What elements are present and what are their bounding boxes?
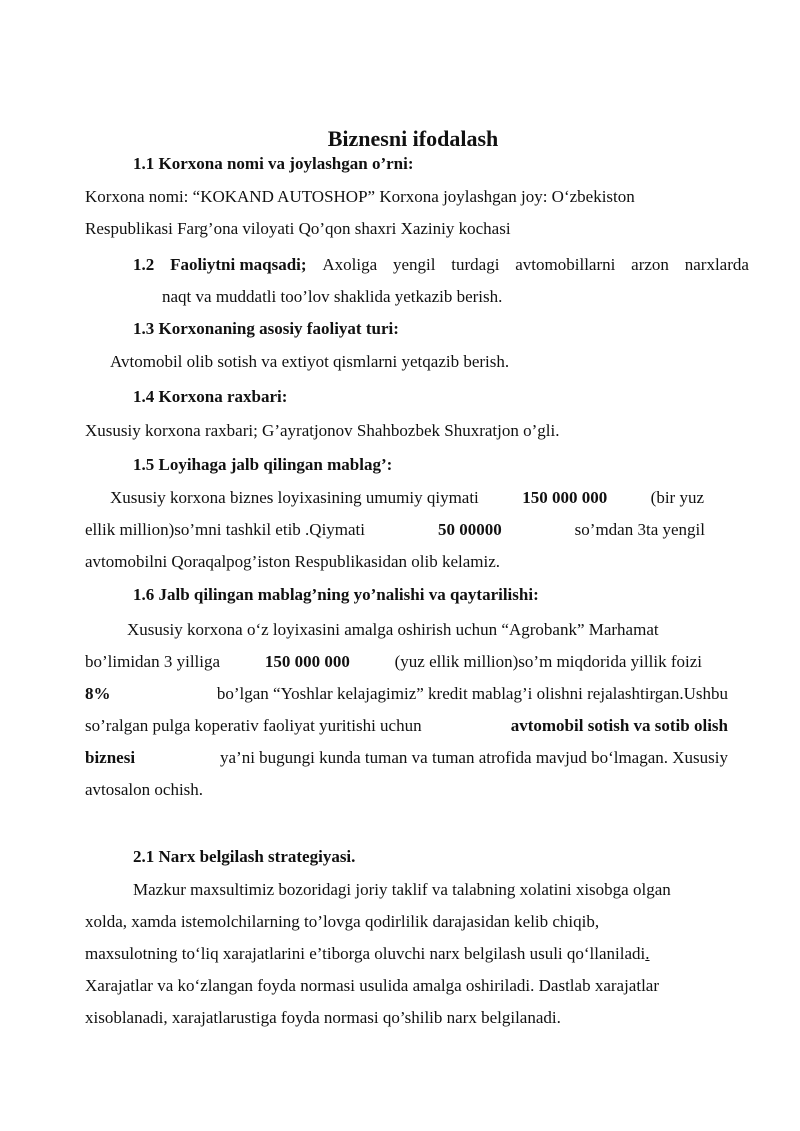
section-1-2-word: turdagi bbox=[451, 255, 500, 274]
section-1-6-text: so’ralgan pulga koperativ faoliyat yuritishi uchun bbox=[85, 716, 422, 735]
section-2-1-underlined-dot: . bbox=[645, 944, 650, 963]
section-1-2-label: Faoliytni maqsadi; bbox=[170, 255, 307, 274]
section-1-6-bold-text: avtomobil sotish va sotib olish bbox=[510, 716, 728, 735]
section-1-6-percent: 8% bbox=[85, 684, 111, 703]
section-1-2-line-1 bbox=[133, 253, 749, 277]
section-1-6-line-1: Xususiy korxona o‘z loyixasini amalga oshirish uchun “Agrobank” Marhamat bbox=[127, 620, 659, 639]
section-1-5-text: ellik million)so’mni tashkil etib .Qiymati bbox=[85, 520, 366, 539]
section-1-2-word: arzon bbox=[631, 255, 669, 274]
section-1-6-bold-text: biznesi bbox=[85, 748, 136, 767]
section-1-2-word: narxlarda bbox=[684, 255, 749, 274]
section-1-5-amount: 50 00000 bbox=[437, 520, 502, 539]
section-2-1-line-4: Xarajatlar va ko‘zlangan foyda normasi usulida amalga oshiriladi. Dastlab xarajatlar bbox=[85, 976, 659, 995]
section-1-6-text: bo’limidan 3 yilliga bbox=[85, 652, 221, 671]
section-1-3-line-1: Avtomobil olib sotish va extiyot qismlarni yetqazib berish. bbox=[110, 352, 510, 371]
section-1-5-line-2 bbox=[85, 518, 705, 542]
section-1-5-amount: 150 000 000 bbox=[522, 488, 608, 507]
section-1-5-heading: 1.5 Loyihaga jalb qilingan mablag’: bbox=[133, 455, 393, 474]
section-1-6-line-6: avtosalon ochish. bbox=[85, 780, 204, 799]
section-1-5-text: Xususiy korxona biznes loyixasining umumiy qiymati bbox=[110, 488, 479, 507]
section-2-1-line-2: xolda, xamda istemolchilarning to’lovga qodirlilik darajasidan kelib chiqib, bbox=[85, 912, 600, 931]
section-1-3-heading: 1.3 Korxonaning asosiy faoliyat turi: bbox=[133, 319, 399, 338]
section-1-1-line-2: Respublikasi Farg’ona viloyati Qo’qon shaxri Xaziniy kochasi bbox=[85, 219, 511, 238]
section-1-1-heading: 1.1 Korxona nomi va joylashgan o’rni: bbox=[133, 154, 414, 173]
section-1-2-line-2: naqt va muddatli too’lov shaklida yetkazib berish. bbox=[162, 287, 503, 306]
section-1-2-word: Axoliga bbox=[322, 255, 378, 274]
section-1-5-text: (bir yuz bbox=[650, 488, 704, 507]
section-1-2-word: yengil bbox=[392, 255, 436, 274]
section-2-1-line-5: xisoblanadi, xarajatlarustiga foyda normasi qo’shilib narx belgilanadi. bbox=[85, 1008, 561, 1027]
page-title: Biznesni ifodalash bbox=[327, 126, 499, 151]
section-1-6-line-4 bbox=[85, 714, 728, 738]
section-1-5-text: so’mdan 3ta yengil bbox=[574, 520, 705, 539]
section-1-2-word: avtomobillarni bbox=[515, 255, 616, 274]
section-1-6-amount: 150 000 000 bbox=[264, 652, 350, 671]
section-1-4-heading: 1.4 Korxona raxbari: bbox=[133, 387, 288, 406]
section-2-1-text: maxsulotning to‘liq xarajatlarini e’tiborga oluvchi narx belgilash usuli qo‘llaniladi bbox=[85, 944, 646, 963]
section-2-1-line-3 bbox=[85, 942, 650, 966]
section-2-1-line-1: Mazkur maxsultimiz bozoridagi joriy taklif va talabning xolatini xisobga olgan bbox=[133, 880, 671, 899]
section-1-5-line-1 bbox=[110, 486, 704, 510]
section-1-1-line-1: Korxona nomi: “KOKAND AUTOSHOP” Korxona joylashgan joy: O‘zbekiston bbox=[85, 187, 635, 206]
section-1-6-text: (yuz ellik million)so’m miqdorida yillik foizi bbox=[394, 652, 702, 671]
section-1-6-line-3 bbox=[85, 682, 728, 706]
section-2-1-heading: 2.1 Narx belgilash strategiyasi. bbox=[133, 847, 356, 866]
section-1-6-heading: 1.6 Jalb qilingan mablag’ning yo’nalishi va qaytarilishi: bbox=[133, 585, 539, 604]
section-1-6-line-5 bbox=[85, 746, 728, 770]
section-1-6-text: ya’ni bugungi kunda tuman va tuman atrofida mavjud bo‘lmagan. Xususiy bbox=[219, 748, 728, 767]
section-1-5-line-3: avtomobilni Qoraqalpog’iston Respublikasidan olib kelamiz. bbox=[85, 552, 501, 571]
section-1-4-line-1: Xususiy korxona raxbari; G’ayratjonov Shahbozbek Shuxratjon o’gli. bbox=[85, 421, 560, 440]
section-1-2-number: 1.2 bbox=[133, 255, 155, 274]
section-1-6-text: bo’lgan “Yoshlar kelajagimiz” kredit mablag’i olishni rejalashtirgan.Ushbu bbox=[216, 684, 728, 703]
section-1-6-line-2 bbox=[85, 650, 702, 674]
